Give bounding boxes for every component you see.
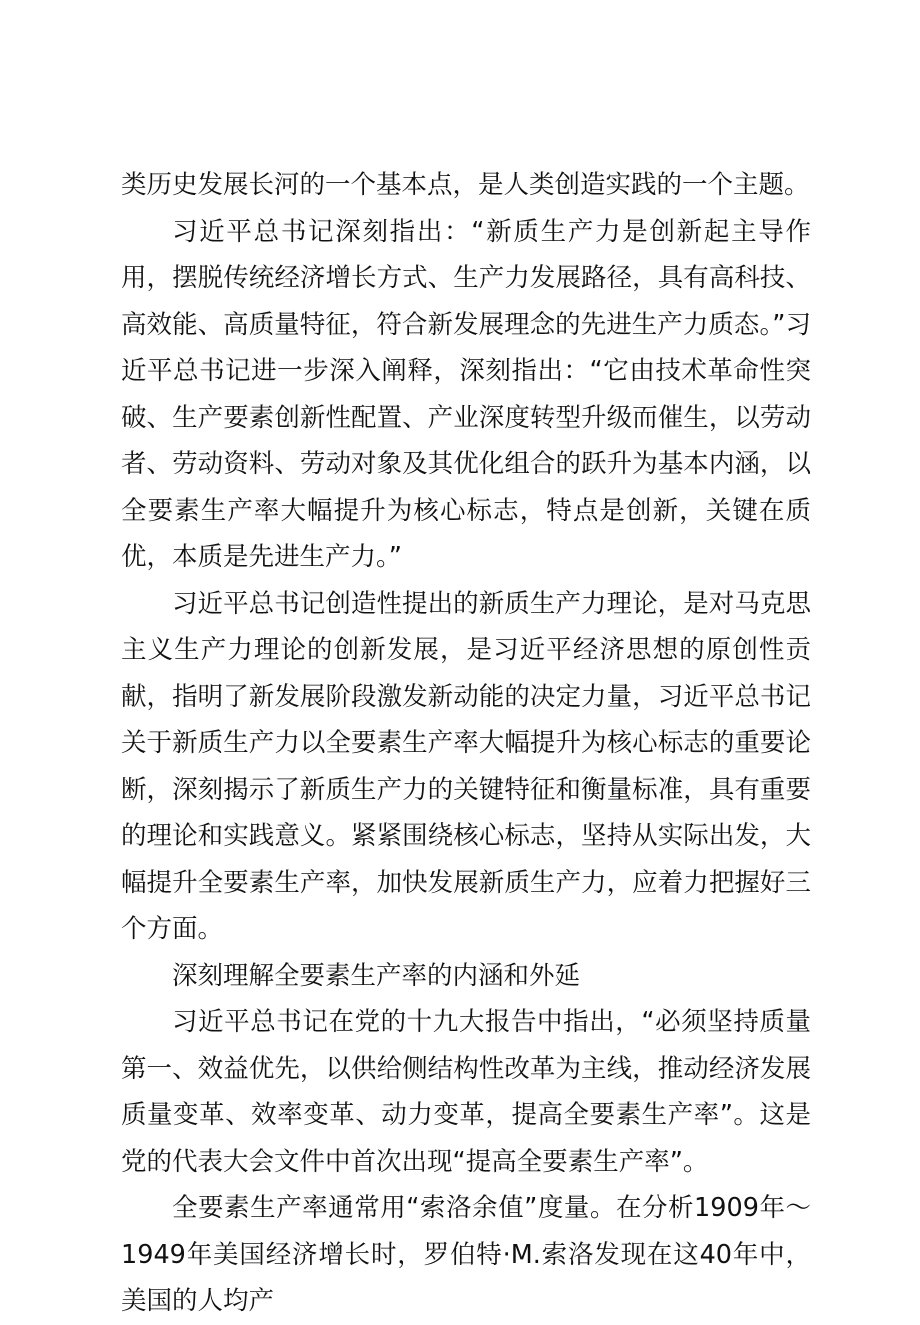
paragraph-theory-significance: 习近平总书记创造性提出的新质生产力理论，是对马克思主义生产力理论的创新发展，是习近平经济思想的原创性贡献，指明了新发展阶段激发新动能的决定力量，习近平总书记关于新质生产力以全要素生产率大幅提升为核心标志的重要论断，深刻揭示了新质生产力的关键特征和衡量标准，具有重要的理论和实践意义。紧紧围绕核心标志，坚持从实际出发，大幅提升全要素生产率，加快发展新质生产力，应着力把握好三个方面。: [121, 588, 811, 944]
paragraph-continuation: 类历史发展长河的一个基本点，是人类创造实践的一个主题。: [121, 170, 810, 200]
document-body: [121, 162, 811, 1325]
paragraph-19th-congress: 习近平总书记在党的十九大报告中指出，“必须坚持质量第一、效益优先，以供给侧结构性改革为主线，推动经济发展质量变革、效率变革、动力变革，提高全要素生产率”。这是党的代表大会文件中首次出现“提高全要素生产率”。: [121, 1007, 811, 1177]
section-heading: 深刻理解全要素生产率的内涵和外延: [172, 960, 581, 991]
paragraph-solow-residual: 全要素生产率通常用“索洛余值”度量。在分析1909年～1949年美国经济增长时，罗伯特·M.索洛发现在这40年中，美国的人均产: [121, 1193, 811, 1316]
paragraph-new-quality-definition: 习近平总书记深刻指出：“新质生产力是创新起主导作用，摆脱传统经济增长方式、生产力发展路径，具有高科技、高效能、高质量特征，符合新发展理念的先进生产力质态。”习近平总书记进一步深入阐释，深刻指出：“它由技术革命性突破、生产要素创新性配置、产业深度转型升级而催生，以劳动者、劳动资料、劳动对象及其优化组合的跃升为基本内涵，以全要素生产率大幅提升为核心标志，特点是创新，关键在质优，本质是先进生产力。”: [121, 216, 811, 572]
